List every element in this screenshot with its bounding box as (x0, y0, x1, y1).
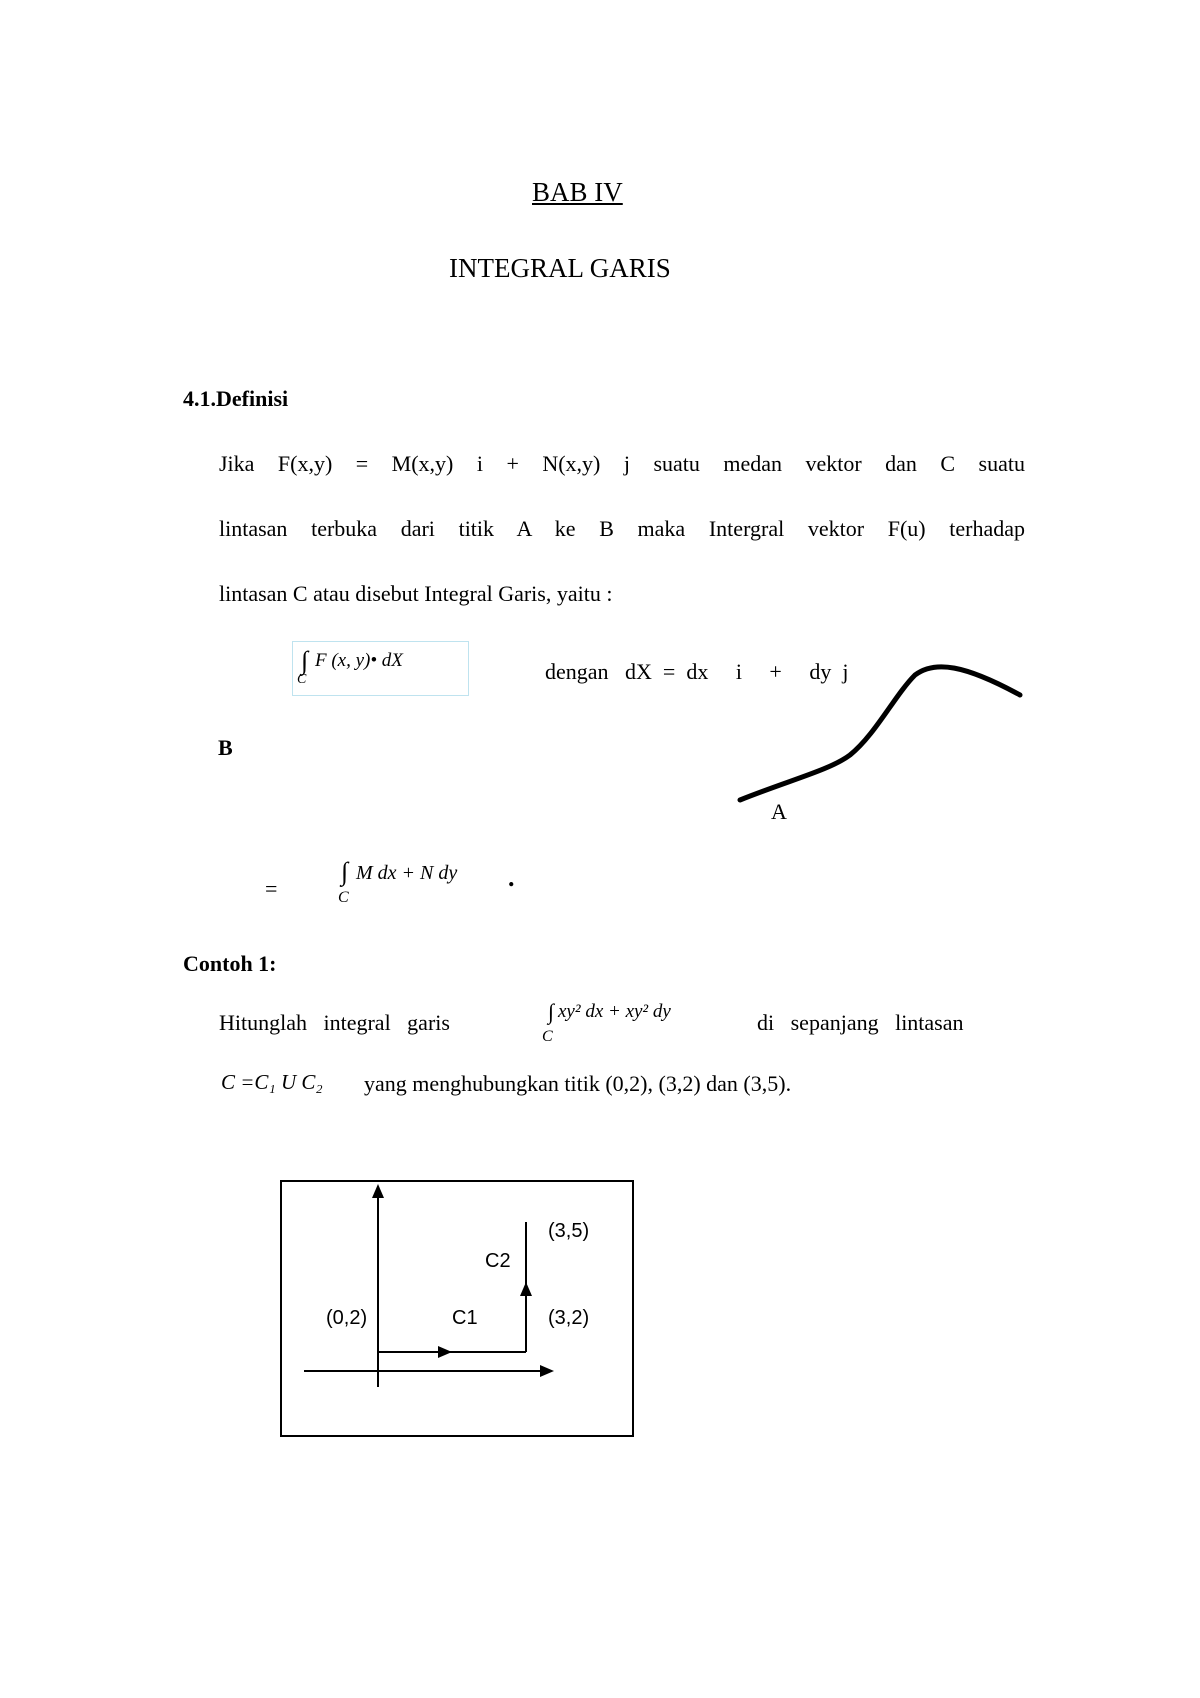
point-02-label: (0,2) (326, 1307, 368, 1329)
example-line-2: yang menghubungkan titik (0,2), (3,2) dan (3,5). (364, 1071, 792, 1096)
line-integral-formula (292, 641, 469, 696)
x-axis-arrow (540, 1365, 554, 1377)
result-expression: M dx + N dy (356, 862, 458, 884)
example-line-1-left: Hitunglah integral garis (219, 1010, 450, 1035)
point-b-label: B (218, 735, 233, 760)
integral-expression: F (x, y)• dX (315, 650, 403, 671)
integral-sign: ∫ (301, 646, 309, 675)
result-period: . (508, 863, 515, 892)
definition-line-1: Jika F(x,y) = M(x,y) i + N(x,y) j suatu medan vektor dan C suatu (219, 451, 1025, 476)
example-union-expression: C =C₁ U C₂ (221, 1070, 323, 1094)
dengan-definition: dengan dX = dx i + dy j (545, 659, 849, 684)
equals-sign: = (265, 876, 278, 901)
result-formula (336, 855, 526, 915)
example-integral-expression: xy² dx + xy² dy (558, 1001, 671, 1022)
point-35-label: (3,5) (548, 1220, 590, 1242)
definition-line-3: lintasan C atau disebut Integral Garis, yaitu : (219, 581, 613, 606)
c2-arrow (520, 1282, 532, 1296)
chapter-heading: BAB IV (532, 177, 623, 207)
path-curve (740, 667, 1020, 800)
result-subscript: C (338, 889, 349, 906)
integral-sign: ∫ (341, 857, 349, 886)
path-curve-figure (730, 655, 1030, 815)
definition-line-2: lintasan terbuka dari titik A ke B maka Intergral vektor F(u) terhadap (219, 516, 1025, 541)
path-diagram (280, 1180, 634, 1437)
example-integral (540, 997, 740, 1052)
integral-subscript: C (297, 672, 307, 687)
c1-label: C1 (452, 1307, 478, 1329)
chapter-title: INTEGRAL GARIS (449, 253, 671, 283)
c2-label: C2 (485, 1250, 511, 1272)
example-line-1-right: di sepanjang lintasan (757, 1010, 964, 1035)
point-32-label: (3,2) (548, 1307, 590, 1329)
section-label: 4.1.Definisi (183, 386, 289, 411)
example-label: Contoh 1: (183, 951, 277, 976)
y-axis-arrow (372, 1184, 384, 1198)
integral-sign: ∫ (548, 999, 555, 1024)
example-integral-subscript: C (542, 1028, 553, 1045)
point-a-label: A (771, 799, 787, 824)
c1-arrow (438, 1346, 452, 1358)
